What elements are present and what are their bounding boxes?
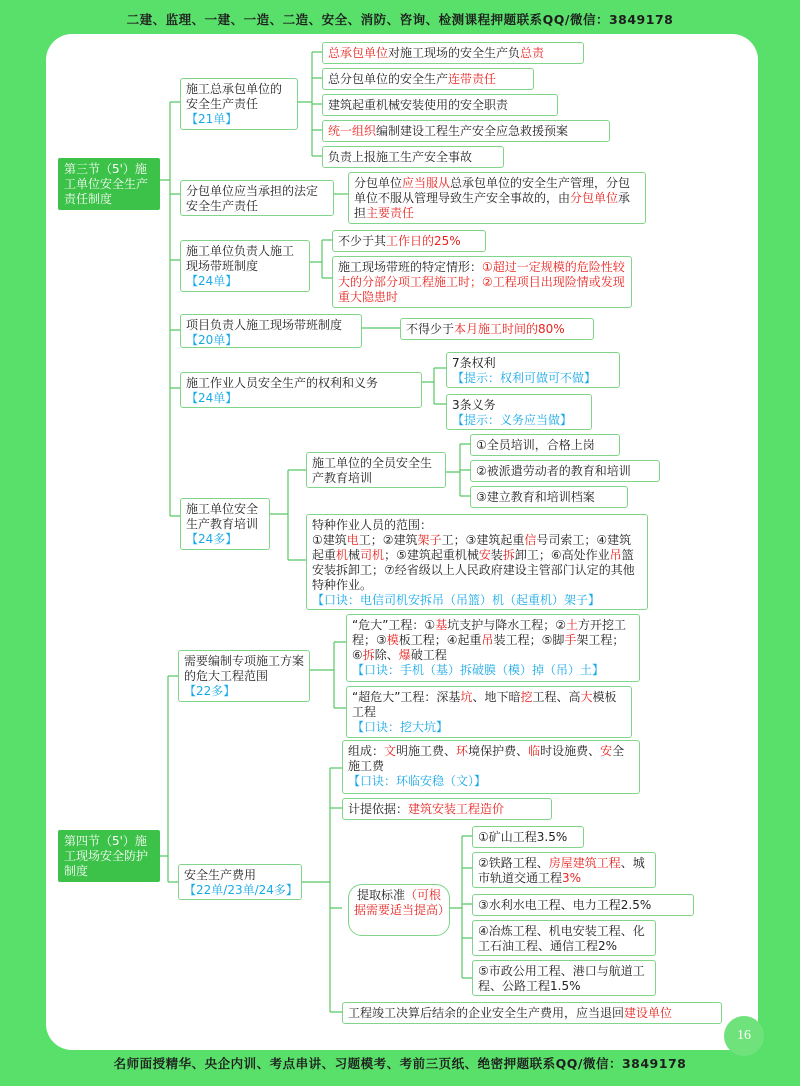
red-text: 模	[386, 633, 399, 647]
node-title: 施工单位安全生产教育培训	[186, 502, 259, 531]
text: 架工程；⑥	[352, 633, 625, 662]
text: 特种作业人员的范围：	[312, 518, 433, 532]
text: 、地下暗	[472, 690, 521, 704]
red-text: 基	[435, 618, 448, 632]
tip-text: 【口诀：挖大坑】	[352, 720, 449, 734]
red-text: 坑	[460, 690, 473, 704]
red-text: 分包单位	[570, 191, 619, 205]
red-text: 架子	[417, 533, 442, 547]
s3-n1-item-3	[322, 94, 558, 116]
text: 不得少于	[406, 322, 455, 336]
s3-n1-item-2	[322, 68, 534, 90]
s3-n1-item-1	[322, 42, 584, 64]
s4-rate-3	[472, 894, 694, 916]
red-text: 机	[336, 548, 349, 562]
text: ②铁路工程、	[478, 856, 549, 870]
s4-rate-4	[472, 920, 656, 956]
tip-text: 【提示：义务应当做】	[452, 413, 573, 427]
s3-node-general-contractor	[180, 78, 298, 130]
red-text: 总责	[520, 46, 545, 60]
s3-node-subcontractor	[180, 180, 334, 216]
text: 破工程	[410, 648, 447, 662]
text: 械	[348, 548, 361, 562]
s3-n1-item-4	[322, 120, 610, 142]
red-text: 连带责任	[448, 72, 497, 86]
text: 板工程；④起重	[398, 633, 482, 647]
s3-n6-special-workers	[306, 514, 648, 610]
text: ⑤市政公用工程、港口与航道工程、公路工程1.5%	[478, 964, 645, 993]
s3-node-education	[180, 498, 270, 550]
text: 装工程；⑤脚	[493, 633, 565, 647]
text: 总承包单位的安全生产管理，分包单位不服从管理导致生产安全事故的，由	[354, 176, 631, 205]
text: ①全员培训，合格上岗	[476, 438, 595, 452]
s4-rate-5	[472, 960, 656, 996]
text: 编制建设工程生产安全应急救援预案	[376, 124, 569, 138]
red-text: 大	[580, 690, 593, 704]
tip-text: 【提示：权利可做可不做】	[452, 371, 597, 385]
text: 施工现场带班的特定情形：	[338, 260, 483, 274]
red-text: 吊	[481, 633, 494, 647]
section-3-title: 第三节（5'）施工单位安全生产责任制度	[58, 158, 160, 210]
red-text: 挖	[520, 690, 533, 704]
node-title: 施工总承包单位的安全生产责任	[186, 82, 283, 111]
s4-rate-1	[472, 826, 584, 848]
text: 明施工费、	[396, 744, 457, 758]
text: 卸工；⑥高处作业	[514, 548, 610, 562]
tip-text: 【口诀：环临安稳（文）】	[348, 774, 487, 788]
red-text: （可根据需要适当提高）	[354, 888, 451, 917]
node-tip: 【21单】	[186, 112, 238, 126]
s3-n3-a	[332, 230, 486, 252]
red-text: 环	[456, 744, 469, 758]
text: 组成：	[348, 744, 385, 758]
s3-n6-sub-item-2	[470, 460, 660, 482]
text: 方开挖工程；③	[352, 618, 627, 647]
node-title: 施工单位负责人施工现场带班制度	[186, 244, 295, 273]
red-text: 建设单位	[624, 1006, 673, 1020]
header-banner: 二建、监理、一建、一造、二造、安全、消防、咨询、检测课程押题联系QQ/微信：3849178	[126, 12, 674, 27]
section-4-title: 第四节（5'）施工现场安全防护制度	[58, 830, 160, 882]
text: 除、	[374, 648, 399, 662]
node-title: 施工作业人员安全生产的权利和义务	[186, 376, 379, 390]
s3-n2-detail	[348, 172, 646, 224]
text: 7条权利	[452, 356, 496, 370]
red-text: 本月施工时间的80%	[454, 322, 565, 336]
text: ①矿山工程3.5%	[478, 830, 568, 844]
s3-node-leader-on-site	[180, 240, 310, 292]
red-text: 临	[528, 744, 541, 758]
s3-n6-sub-title	[306, 452, 446, 488]
text: 总分包单位的安全生产	[328, 72, 449, 86]
red-text: 土	[565, 618, 578, 632]
node-tip: 【24单】	[186, 391, 238, 405]
text: 提取标准	[356, 888, 405, 902]
node-tip: 【22单/23单/24多】	[184, 883, 298, 897]
red-text: 建筑安装工程造价	[408, 802, 505, 816]
red-text: 安	[600, 744, 613, 758]
s4-n1-super-dangerous	[346, 686, 632, 738]
node-title: 分包单位应当承担的法定安全生产责任	[186, 184, 319, 213]
text: 工；③建筑起重	[441, 533, 525, 547]
s3-node-pm-on-site	[180, 314, 362, 348]
red-text: 电	[346, 533, 359, 547]
text: ③建立教育和培训档案	[476, 490, 595, 504]
text: 、城市轨道交通工程	[478, 856, 645, 885]
text: 工程竣工决算后结余的企业安全生产费用，应当退回	[348, 1006, 625, 1020]
node-tip: 【24单】	[186, 274, 238, 288]
red-text: 司机	[360, 548, 385, 562]
red-text: 信	[524, 533, 537, 547]
text: 工；②建筑	[358, 533, 418, 547]
node-title: 需要编制专项施工方案的危大工程范围	[184, 654, 305, 683]
s4-n2-final	[342, 1002, 722, 1024]
text: 篮安装拆卸工；⑦经省级以上人民政府建设主管部门认定的其他特种作业。	[312, 548, 635, 592]
s4-rate-2	[472, 852, 656, 888]
red-text: ①超过一定规模的危险性较大的分部分项工程施工时；②工程项目出现险情或发现重大隐患时	[338, 260, 625, 304]
node-title: 项目负责人施工现场带班制度	[186, 318, 343, 332]
footer-banner: 名师面授精华、央企内训、考点串讲、习题模考、考前三页纸、绝密押题联系QQ/微信：3849178	[113, 1056, 687, 1071]
red-text: 总承包单位	[328, 46, 389, 60]
node-tip: 【20单】	[186, 333, 238, 347]
text: ③水利水电工程、电力工程2.5%	[478, 898, 652, 912]
s3-n3-b	[332, 256, 632, 308]
red-text: 安	[478, 548, 491, 562]
s3-n5-rights	[446, 352, 620, 388]
text: 负责上报施工生产安全事故	[328, 150, 473, 164]
text: 施工单位的全员安全生产教育培训	[312, 456, 433, 485]
s3-n5-duties	[446, 394, 592, 430]
node-tip: 【22多】	[184, 684, 236, 698]
s4-n2-basis	[342, 798, 552, 820]
s4-node-safety-cost	[178, 864, 302, 900]
red-text: 拆	[502, 548, 515, 562]
red-text: 应当服从	[402, 176, 451, 190]
red-text: 房屋建筑工程	[548, 856, 621, 870]
text: 计提依据：	[348, 802, 409, 816]
text: 境保护费、	[468, 744, 529, 758]
text: ；⑤建筑起重机械	[384, 548, 479, 562]
red-text: 工作日的25%	[386, 234, 461, 248]
s3-n6-sub-item-1	[470, 434, 620, 456]
text: 不少于其	[338, 234, 387, 248]
text: “超危大”工程：深基	[352, 690, 461, 704]
text: 时设施费、	[540, 744, 601, 758]
text: 装	[490, 548, 503, 562]
node-tip: 【24多】	[186, 532, 238, 546]
s3-node-worker-rights	[180, 372, 422, 408]
text: ②被派遣劳动者的教育和培训	[476, 464, 631, 478]
red-text: 主要责任	[366, 206, 415, 220]
text: 号司索工；④建筑起重	[312, 533, 632, 562]
text: 分包单位	[354, 176, 403, 190]
red-text: 爆	[398, 648, 411, 662]
red-text: 拆	[362, 648, 375, 662]
text: ④冶炼工程、机电安装工程、化工石油工程、通信工程2%	[478, 924, 645, 953]
red-text: 文	[384, 744, 397, 758]
page-number: 16	[724, 1016, 764, 1056]
s3-n4-a	[400, 318, 594, 340]
s3-n1-item-5	[322, 146, 504, 168]
text: “危大”工程：①	[352, 618, 436, 632]
text: 坑支护与降水工程；②	[447, 618, 566, 632]
s3-n6-sub-item-3	[470, 486, 628, 508]
text: 对施工现场的安全生产负	[388, 46, 521, 60]
s4-node-dangerous-works	[178, 650, 310, 702]
red-text: 统一组织	[328, 124, 377, 138]
text: 建筑起重机械安装使用的安全职责	[328, 98, 509, 112]
node-title: 安全生产费用	[184, 868, 257, 882]
s4-n1-dangerous	[346, 614, 640, 682]
red-text: 吊	[609, 548, 622, 562]
text: 全施工费	[348, 744, 625, 773]
tip-text: 【口诀：手机（基）拆破膜（模）掉（吊）土】	[352, 663, 605, 677]
text: 承担	[354, 191, 631, 220]
text: 模板工程	[352, 690, 617, 719]
red-text: 手	[564, 633, 577, 647]
text: 工程、高	[532, 690, 581, 704]
red-text: 3%	[562, 871, 582, 885]
text: ①建筑	[312, 533, 347, 547]
tip-text: 【口诀：电信司机安拆吊（吊篮）机（起重机）架子】	[312, 593, 601, 607]
text: 3条义务	[452, 398, 496, 412]
s4-n2-composition	[342, 740, 640, 794]
s4-n2-standard	[348, 884, 450, 936]
